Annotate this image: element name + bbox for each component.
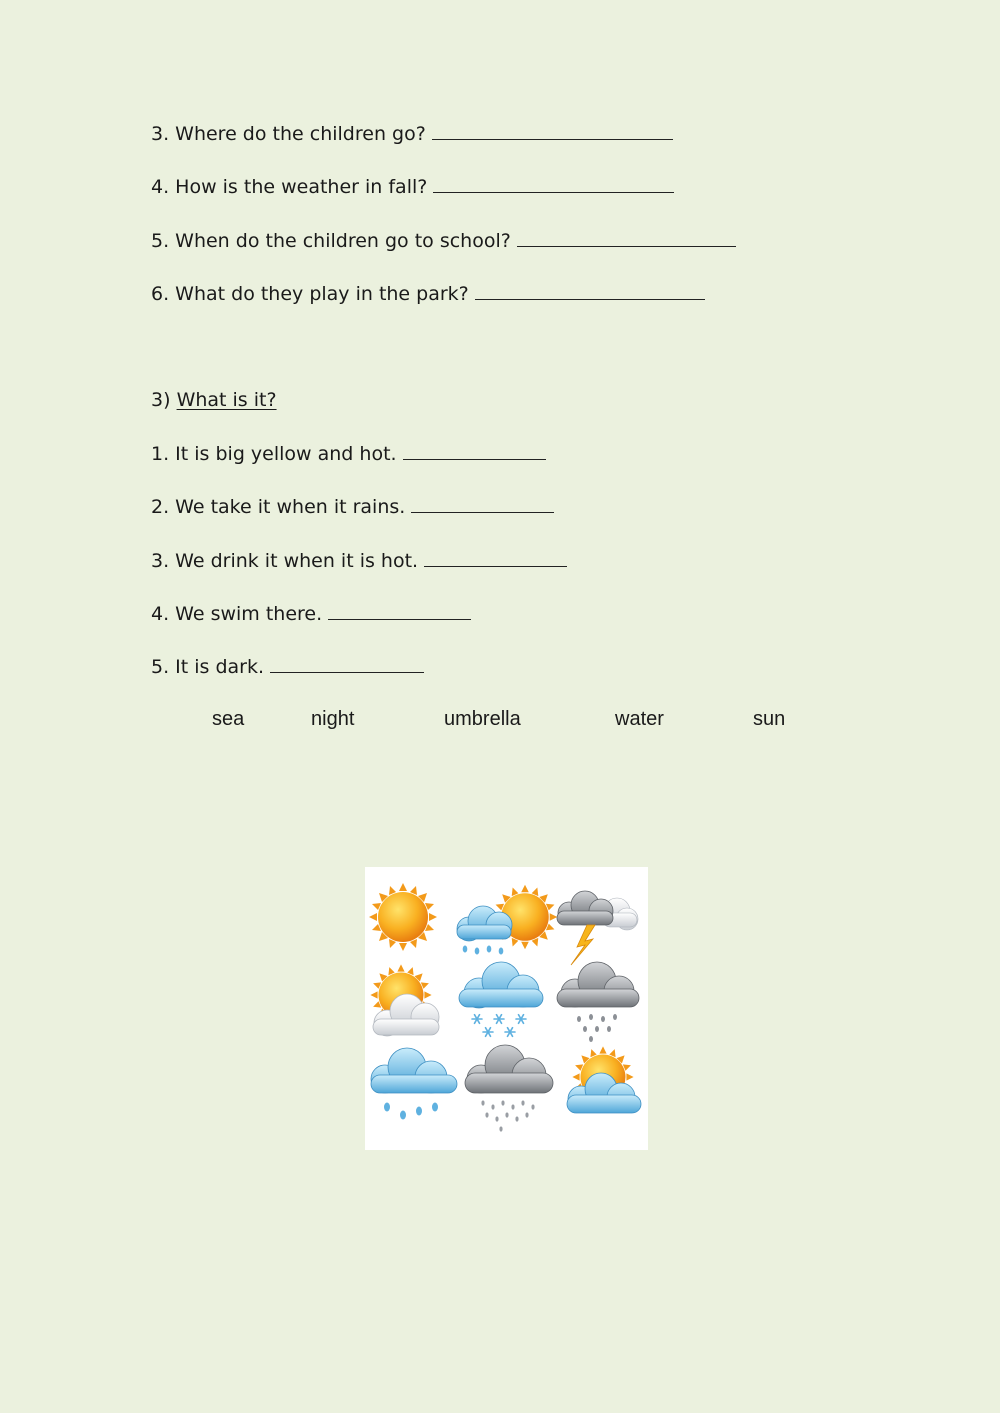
sun-icon: [369, 883, 437, 951]
heavy-rain-cloud-icon: [465, 1045, 553, 1132]
question-text: 3. We drink it when it is hot.: [151, 550, 419, 572]
section-heading: [151, 388, 277, 412]
question-line: [151, 228, 736, 253]
answer-blank[interactable]: [411, 494, 554, 513]
answer-blank[interactable]: [432, 121, 673, 140]
word-bank-item: sea: [212, 708, 245, 730]
question-text: 4. How is the weather in fall?: [151, 176, 428, 198]
answer-blank[interactable]: [424, 548, 567, 567]
question-line: [151, 494, 554, 519]
question-text: 6. What do they play in the park?: [151, 283, 469, 305]
dark-rain-cloud-icon: [557, 962, 639, 1042]
question-line: [151, 121, 673, 146]
word-bank-item: umbrella: [444, 708, 521, 730]
question-text: 4. We swim there.: [151, 603, 323, 625]
partly-sunny-icon: [567, 1046, 641, 1113]
sun-cloud-icon: [370, 964, 439, 1036]
rain-cloud-icon: [371, 1048, 457, 1120]
word-bank-item: night: [311, 708, 355, 730]
section-number: 3): [151, 389, 171, 411]
answer-blank[interactable]: [475, 281, 705, 300]
question-line: [151, 654, 424, 679]
answer-blank[interactable]: [517, 228, 736, 247]
question-text: 3. Where do the children go?: [151, 123, 426, 145]
question-text: 5. When do the children go to school?: [151, 230, 511, 252]
question-line: [151, 601, 471, 626]
question-line: [151, 548, 567, 573]
question-line: [151, 281, 705, 306]
sun-cloud-rain-icon: [457, 885, 557, 955]
question-text: 5. It is dark.: [151, 656, 265, 678]
question-text: 2. We take it when it rains.: [151, 496, 406, 518]
question-line: [151, 174, 674, 199]
weather-icons-image: [365, 867, 648, 1150]
section-title: What is it?: [176, 389, 277, 411]
thunderstorm-icon: [557, 891, 638, 965]
answer-blank[interactable]: [403, 441, 546, 460]
word-bank-item: water: [615, 708, 664, 730]
answer-blank[interactable]: [433, 174, 674, 193]
answer-blank[interactable]: [270, 654, 424, 673]
word-bank-item: sun: [753, 708, 786, 730]
question-text: 1. It is big yellow and hot.: [151, 443, 397, 465]
answer-blank[interactable]: [328, 601, 471, 620]
question-line: [151, 441, 546, 466]
snow-cloud-icon: [459, 962, 543, 1036]
